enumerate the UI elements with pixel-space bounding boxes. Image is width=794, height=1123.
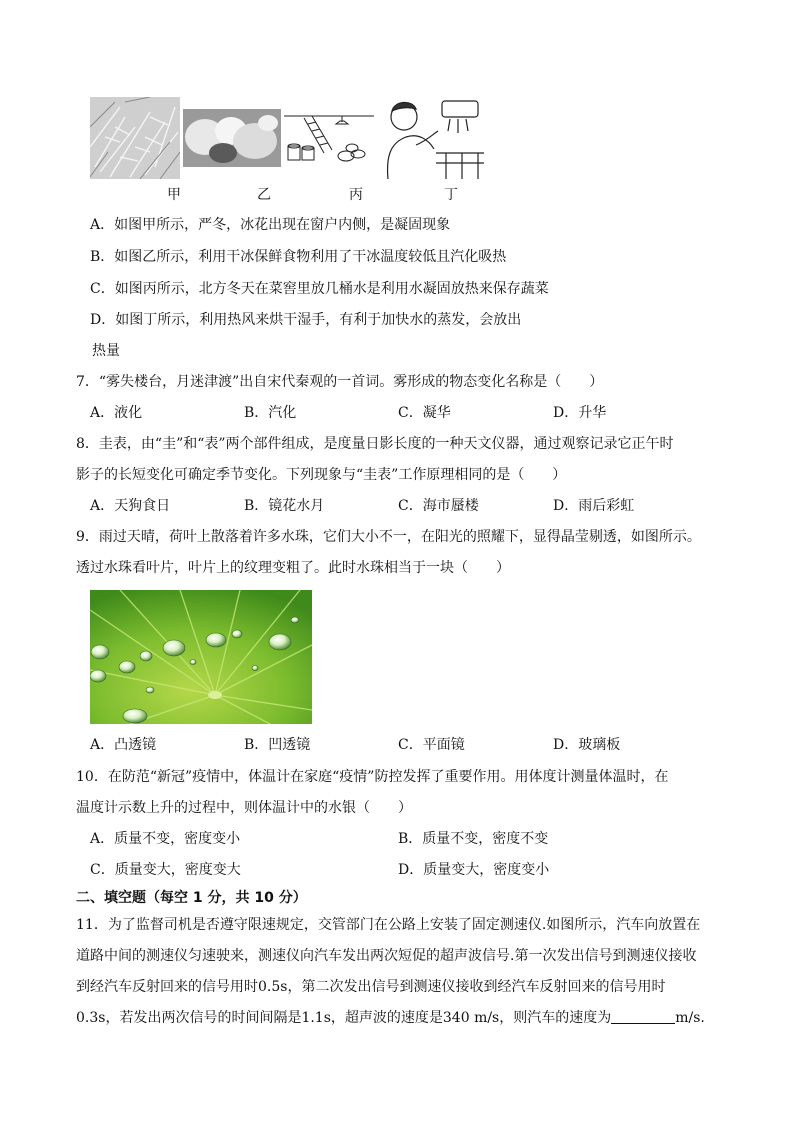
q9-stem-line-2: 透过水珠看叶片，叶片上的纹理变粗了。此时水珠相当于一块（ ） — [76, 560, 510, 576]
lotus-leaf-water-drops-photo — [90, 590, 312, 724]
figure-label-bing: 丙 — [349, 187, 363, 203]
q10-option-d: D．质量变大，密度变小 — [398, 862, 550, 878]
q9-option-a: A．凸透镜 — [90, 737, 157, 753]
figure-label-yi: 乙 — [257, 187, 271, 203]
q11-line-4-text: 0.3s，若发出两次信号的时间间隔是1.1s，超声波的速度是340 m/s，则汽车的速度为 — [76, 1010, 612, 1026]
figure-label-jia: 甲 — [167, 187, 181, 203]
q6-option-c: C．如图丙所示，北方冬天在菜窖里放几桶水是利用水凝固放热来保存蔬菜 — [90, 281, 549, 297]
q11-line-3: 到经汽车反射回来的信号用时0.5s，第二次发出信号到测速仪接收到经汽车反射回来的信号用时 — [76, 979, 666, 995]
q11-line-4 — [76, 1008, 705, 1028]
q11-line-1: 11．为了监督司机是否遵守限速规定，交管部门在公路上安装了固定测速仪.如图所示，汽车向放置在 — [76, 917, 701, 933]
q8-option-a: A．天狗食日 — [90, 498, 171, 514]
q10-stem-line-1: 10．在防范“新冠”疫情中，体温计在家庭“疫情”防控发挥了重要作用。用体度计测量体温时，在 — [76, 769, 669, 785]
q10-option-a: A．质量不变，密度变小 — [90, 831, 241, 847]
q7-option-a: A．液化 — [90, 405, 143, 421]
q11-line-2: 道路中间的测速仪匀速驶来，测速仪向汽车发出两次短促的超声波信号.第一次发出信号到测速仪接收 — [76, 948, 697, 964]
q7-stem: 7．“雾失楼台，月迷津渡”出自宋代秦观的一首词。雾形成的物态变化名称是（ ） — [76, 374, 604, 390]
q9-option-d: D．玻璃板 — [553, 737, 621, 753]
figure-jia-ice-flowers — [90, 97, 180, 179]
figure-label-ding: 丁 — [444, 187, 458, 203]
q10-option-b: B．质量不变，密度不变 — [398, 831, 549, 847]
figure-bing-cellar-buckets — [284, 108, 374, 168]
q8-stem-line-2: 影子的长短变化可确定季节变化。下列现象与“圭表”工作原理相同的是（ ） — [76, 467, 567, 483]
q6-option-d: D．如图丁所示，利用热风来烘干湿手，有利于加快水的蒸发，会放出 — [90, 312, 522, 328]
answer-blank[interactable] — [611, 1009, 675, 1024]
q8-option-c: C．海市蜃楼 — [398, 498, 479, 514]
q7-option-d: D．升华 — [553, 405, 607, 421]
q9-option-c: C．平面镜 — [398, 737, 465, 753]
q8-option-d: D．雨后彩虹 — [553, 498, 635, 514]
q9-stem-line-1: 9．雨过天晴，荷叶上散落着许多水珠，它们大小不一，在阳光的照耀下，显得晶莹剔透，如图所示。 — [76, 529, 701, 545]
q6-option-a: A．如图甲所示，严冬，冰花出现在窗户内侧，是凝固现象 — [90, 217, 451, 233]
q6-option-d-continued: 热量 — [92, 343, 120, 359]
q8-option-b: B．镜花水月 — [244, 498, 325, 514]
figure-ding-hand-dryer — [376, 97, 484, 179]
q11-unit: m/s. — [675, 1010, 705, 1026]
q10-option-c: C．质量变大，密度变大 — [90, 862, 241, 878]
q9-option-b: B．凹透镜 — [244, 737, 311, 753]
q8-stem-line-1: 8．圭表，由“圭”和“表”两个部件组成，是度量日影长度的一种天文仪器，通过观察记录它正午时 — [76, 436, 674, 452]
figure-yi-dry-ice-food — [183, 109, 281, 167]
q7-option-c: C．凝华 — [398, 405, 451, 421]
section-2-title: 二、填空题（每空 1 分，共 10 分） — [76, 890, 307, 906]
q10-stem-line-2: 温度计示数上升的过程中，则体温计中的水银（ ） — [76, 800, 412, 816]
q6-option-b: B．如图乙所示，利用干冰保鲜食物利用了干冰温度较低且汽化吸热 — [90, 249, 507, 265]
q7-option-b: B．汽化 — [244, 405, 297, 421]
